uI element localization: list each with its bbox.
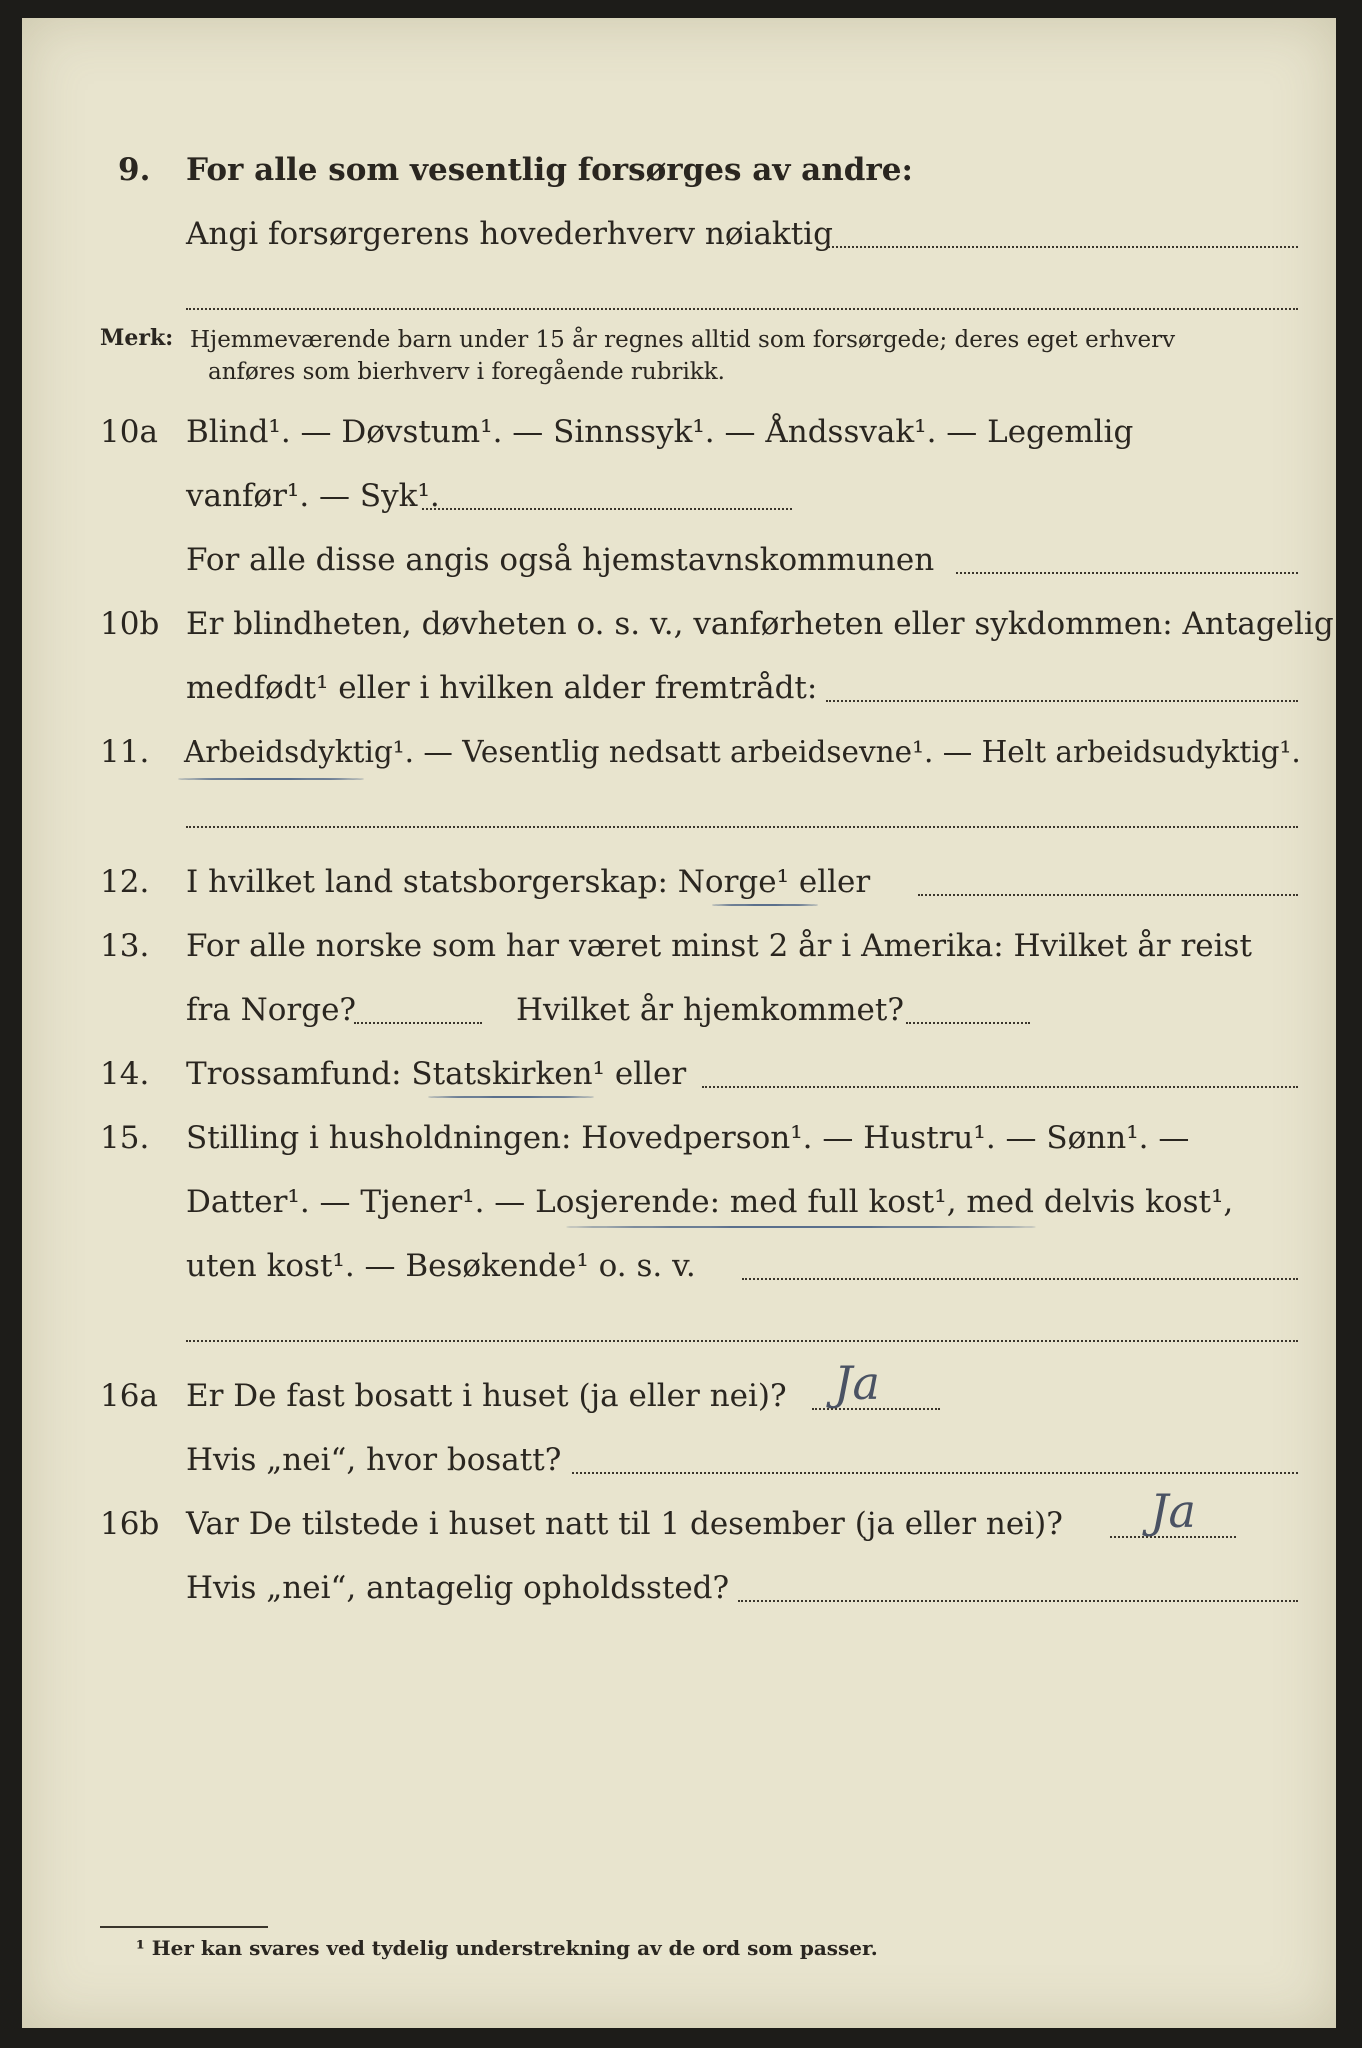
- q15-line-3: uten kost¹. — Besøkende¹ o. s. v.: [186, 1248, 696, 1284]
- q9-prompt: Angi forsørgerens hovederhverv nøiaktig: [186, 216, 833, 252]
- q10a-answer-line[interactable]: [422, 508, 792, 510]
- q14-handwritten-underline: [428, 1096, 594, 1098]
- q10a-line-1: Blind¹. — Døvstum¹. — Sinnssyk¹. — Åndssvak¹. — Legemlig: [186, 414, 1134, 450]
- q16b-number: 16b: [100, 1506, 160, 1542]
- q9-title: For alle som vesentlig forsørges av andre:: [186, 152, 913, 188]
- q11-answer-line[interactable]: [186, 826, 1298, 828]
- q14-line-1: Trossamfund: Statskirken¹ eller: [186, 1056, 687, 1092]
- q12-answer-line[interactable]: [918, 894, 1298, 896]
- q12-number: 12.: [100, 864, 150, 900]
- q10b-line-2: medfødt¹ eller i hvilken alder fremtrådt:: [186, 670, 818, 706]
- q15-line-2: Datter¹. — Tjener¹. — Losjerende: med full kost¹, med delvis kost¹,: [186, 1184, 1234, 1220]
- q10a-line-3: For alle disse angis også hjemstavnskommunen: [186, 542, 935, 578]
- q13-left-answer-line[interactable]: [354, 1022, 482, 1024]
- q9-answer-line-2[interactable]: [186, 308, 1298, 310]
- merk-line-2: anføres som bierhverv i foregående rubrikk.: [208, 359, 725, 385]
- q16a-where-line[interactable]: [572, 1472, 1298, 1474]
- q10b-number: 10b: [100, 606, 160, 642]
- footnote: ¹ Her kan svares ved tydelig understrekning av de ord som passer.: [136, 1936, 878, 1960]
- q11-line-1: Arbeidsdyktig¹. — Vesentlig nedsatt arbeidsevne¹. — Helt arbeidsudyktig¹.: [184, 735, 1301, 769]
- q12-handwritten-underline: [712, 904, 818, 906]
- merk-label: Merk:: [100, 325, 174, 351]
- q15-line-1: Stilling i husholdningen: Hovedperson¹. — Hustru¹. — Sønn¹. —: [186, 1120, 1190, 1156]
- q9-answer-line[interactable]: [828, 246, 1298, 248]
- q10a-line-2: vanfør¹. — Syk¹.: [186, 478, 440, 514]
- q15-handwritten-underline: [566, 1226, 1036, 1228]
- q16a-line-2: Hvis „nei“, hvor bosatt?: [186, 1442, 562, 1478]
- q16b-where-line[interactable]: [738, 1600, 1298, 1602]
- q16a-number: 16a: [100, 1378, 158, 1414]
- q15-answer-line-2[interactable]: [186, 1340, 1298, 1342]
- q16a-handwritten-answer: Ja: [834, 1356, 880, 1410]
- q10b-line-1: Er blindheten, døvheten o. s. v., vanførheten eller sykdommen: Antagelig: [186, 606, 1334, 642]
- footnote-rule: [100, 1926, 268, 1928]
- q16b-line-2: Hvis „nei“, antagelig opholdssted?: [186, 1570, 730, 1606]
- q10a-number: 10a: [100, 414, 158, 450]
- q16b-answer-line[interactable]: [1110, 1536, 1236, 1538]
- q12-line-1: I hvilket land statsborgerskap: Norge¹ eller: [186, 864, 871, 900]
- q16b-line-1: Var De tilstede i huset natt til 1 desember (ja eller nei)?: [186, 1506, 1063, 1542]
- q13-right-answer-line[interactable]: [906, 1022, 1030, 1024]
- merk-line-1: Hjemmeværende barn under 15 år regnes alltid som forsørgede; deres eget erhverv: [190, 327, 1176, 353]
- q13-number: 13.: [100, 928, 150, 964]
- q16b-handwritten-answer: Ja: [1150, 1484, 1196, 1538]
- q9-number: 9.: [118, 152, 151, 188]
- q11-number: 11.: [100, 734, 150, 770]
- q13-line-2b: Hvilket år hjemkommet?: [516, 992, 904, 1028]
- q14-number: 14.: [100, 1056, 150, 1092]
- q10a-home-line[interactable]: [956, 572, 1298, 574]
- q11-handwritten-underline: [178, 778, 364, 780]
- q15-answer-line[interactable]: [742, 1278, 1298, 1280]
- q16a-line-1: Er De fast bosatt i huset (ja eller nei)?: [186, 1378, 787, 1414]
- q16a-answer-line[interactable]: [812, 1408, 940, 1410]
- q13-line-2a: fra Norge?: [186, 992, 357, 1028]
- q13-line-1: For alle norske som har været minst 2 år i Amerika: Hvilket år reist: [186, 928, 1252, 964]
- q14-answer-line[interactable]: [702, 1086, 1298, 1088]
- q15-number: 15.: [100, 1120, 150, 1156]
- q10b-answer-line[interactable]: [826, 700, 1298, 702]
